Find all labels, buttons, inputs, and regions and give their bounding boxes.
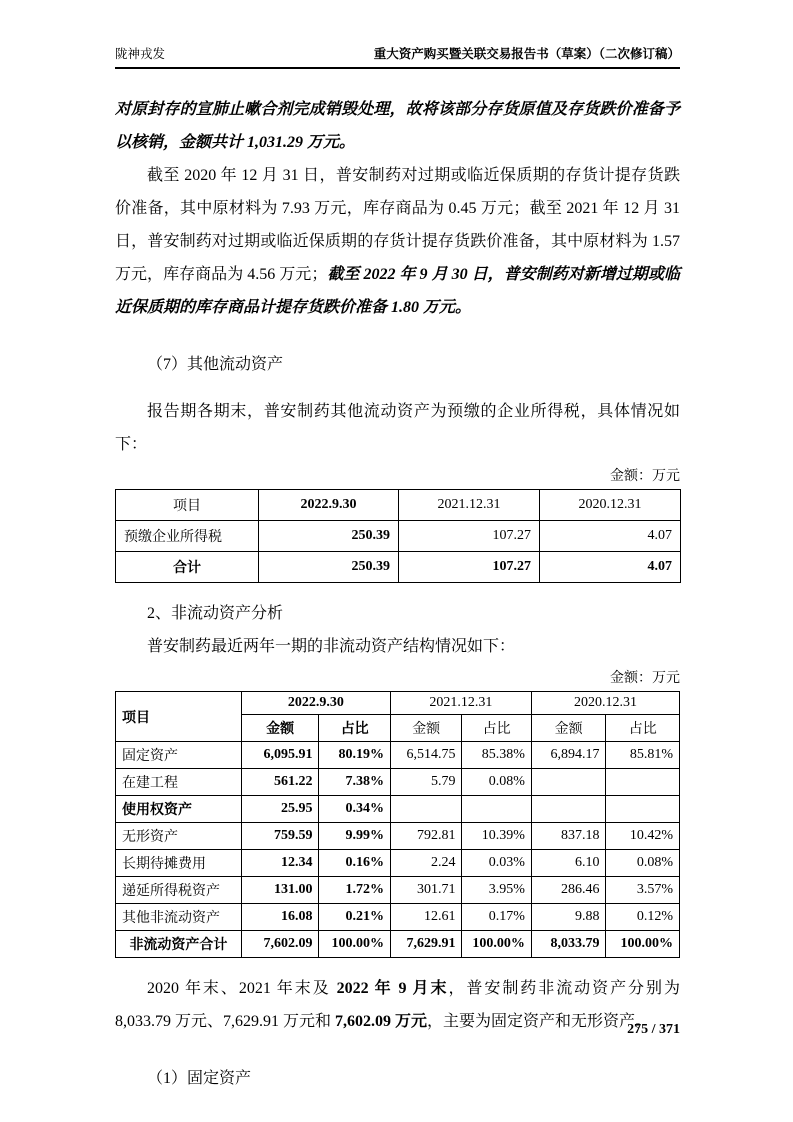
table2-row-label: 长期待摊费用 — [116, 850, 242, 877]
table2-subheader-amount: 金额 — [241, 715, 319, 742]
table1-header-2021: 2021.12.31 — [399, 490, 540, 521]
paragraph-writeoff: 对原封存的宣肺止嗽合剂完成销毁处理，故将该部分存货原值及存货跌价准备予以核销，金额共计 1,031.29 万元。 — [115, 101, 680, 151]
table2-header-item: 项目 — [116, 692, 242, 742]
table2-cell — [606, 796, 680, 823]
paragraph-non-current-intro: 普安制药最近两年一期的非流动资产结构情况如下： — [147, 638, 516, 655]
table2-cell: 6,894.17 — [531, 742, 606, 769]
table2-cell: 80.19% — [319, 742, 391, 769]
paragraph-inventory-normal: 截至 2020 年 12 月 31 日，普安制药对过期或临近保质期的存货计提存货跌价准备，其中原材料为 7.93 万元，库存商品为 0.45 万元；截至 2021 年 12 月 31 日，普安制药对过期或临近保质期的存货计提存货跌价准备，其中原材料为 1.57 万元，库存商品为 4.56 万元； — [115, 167, 680, 283]
table2-row-long-term-prepaid — [116, 850, 680, 877]
table2-subheader-ratio: 占比 — [319, 715, 391, 742]
table2-cell: 2.24 — [390, 850, 462, 877]
table2-cell: 85.81% — [606, 742, 680, 769]
page-header — [115, 44, 680, 69]
table2-cell: 9.99% — [319, 823, 391, 850]
table1-row-prepaid-tax — [116, 521, 681, 552]
table2-cell — [606, 769, 680, 796]
table2-cell: 100.00% — [606, 931, 680, 958]
table1-cell: 250.39 — [259, 521, 399, 552]
table2-cell: 0.16% — [319, 850, 391, 877]
table2-cell: 837.18 — [531, 823, 606, 850]
table2-row-label: 其他非流动资产 — [116, 904, 242, 931]
summary-text: ，主要为固定资产和无形资产。 — [427, 1013, 652, 1030]
table2-cell: 16.08 — [241, 904, 319, 931]
table2-row-label: 递延所得税资产 — [116, 877, 242, 904]
table1-header-row — [116, 490, 681, 521]
table1-total-label: 合计 — [116, 552, 259, 583]
summary-bold-amount: 7,602.09 万元 — [335, 1013, 428, 1030]
table2-row-label: 固定资产 — [116, 742, 242, 769]
table2-cell: 0.03% — [462, 850, 531, 877]
table1-cell: 4.07 — [540, 552, 681, 583]
table1-row-label: 预缴企业所得税 — [116, 521, 259, 552]
page-number: 275 / 371 — [627, 1022, 680, 1037]
table2-row-deferred-tax — [116, 877, 680, 904]
table2-cell: 0.34% — [319, 796, 391, 823]
heading-other-current-assets: （7）其他流动资产 — [147, 356, 284, 373]
table1-header-2022: 2022.9.30 — [259, 490, 399, 521]
table2-cell: 12.61 — [390, 904, 462, 931]
unit-label-2: 金额：万元 — [610, 671, 680, 686]
header-report-title: 重大资产购买暨关联交易报告书（草案）（二次修订稿） — [373, 47, 680, 61]
table2-row-construction — [116, 769, 680, 796]
table1-row-total — [116, 552, 681, 583]
non-current-assets-table — [115, 691, 680, 958]
table2-cell: 0.12% — [606, 904, 680, 931]
table2-row-other-non-current — [116, 904, 680, 931]
table1-cell: 107.27 — [399, 521, 540, 552]
table1-cell: 250.39 — [259, 552, 399, 583]
table2-header-row-1 — [116, 692, 680, 715]
table2-cell: 1.72% — [319, 877, 391, 904]
table2-cell: 25.95 — [241, 796, 319, 823]
table2-row-intangible — [116, 823, 680, 850]
paragraph-non-current-summary — [115, 972, 680, 1038]
table2-row-label: 使用权资产 — [116, 796, 242, 823]
table2-cell — [531, 769, 606, 796]
table2-cell: 0.21% — [319, 904, 391, 931]
table1-cell: 4.07 — [540, 521, 681, 552]
heading-non-current-assets: 2、非流动资产分析 — [147, 605, 284, 622]
table2-row-right-of-use — [116, 796, 680, 823]
summary-bold-date: 2022 年 9 月末 — [336, 980, 449, 997]
table2-subheader-amount: 金额 — [531, 715, 606, 742]
table1-header-2020: 2020.12.31 — [540, 490, 681, 521]
table2-cell: 7,602.09 — [241, 931, 319, 958]
table2-cell: 759.59 — [241, 823, 319, 850]
table2-cell: 10.39% — [462, 823, 531, 850]
table2-cell: 8,033.79 — [531, 931, 606, 958]
table2-cell — [390, 796, 462, 823]
table2-row-label: 无形资产 — [116, 823, 242, 850]
paragraph-inventory-bold: 截至 2022 年 9 月 30 日，普安制药对新增过期或临近保质期的库存商品计提存货跌价准备 1.80 万元。 — [115, 266, 680, 316]
table2-subheader-amount: 金额 — [390, 715, 462, 742]
table2-cell — [531, 796, 606, 823]
table2-cell: 131.00 — [241, 877, 319, 904]
table2-cell: 792.81 — [390, 823, 462, 850]
table2-cell: 100.00% — [462, 931, 531, 958]
table2-cell: 3.57% — [606, 877, 680, 904]
table2-cell: 12.34 — [241, 850, 319, 877]
table2-row-label: 在建工程 — [116, 769, 242, 796]
header-company-name: 陇神戎发 — [115, 47, 166, 61]
table1-header-item: 项目 — [116, 490, 259, 521]
table2-cell: 85.38% — [462, 742, 531, 769]
paragraph-other-current-assets-intro: 报告期各期末，普安制药其他流动资产为预缴的企业所得税，具体情况如下： — [115, 403, 680, 453]
table2-total-label: 非流动资产合计 — [116, 931, 242, 958]
table2-cell: 0.08% — [462, 769, 531, 796]
table2-cell: 10.42% — [606, 823, 680, 850]
table2-cell: 301.71 — [390, 877, 462, 904]
table2-row-fixed-assets — [116, 742, 680, 769]
table2-cell: 5.79 — [390, 769, 462, 796]
unit-label-1: 金额：万元 — [610, 469, 680, 484]
table2-subheader-ratio: 占比 — [462, 715, 531, 742]
table2-subheader-ratio: 占比 — [606, 715, 680, 742]
table2-header-2022: 2022.9.30 — [241, 692, 390, 715]
paragraph-inventory-provision — [115, 159, 680, 324]
table2-header-2020: 2020.12.31 — [531, 692, 679, 715]
table1-cell: 107.27 — [399, 552, 540, 583]
other-current-assets-table — [115, 489, 681, 583]
table2-cell: 7.38% — [319, 769, 391, 796]
table2-cell: 3.95% — [462, 877, 531, 904]
table2-cell: 0.08% — [606, 850, 680, 877]
heading-fixed-assets: （1）固定资产 — [147, 1070, 252, 1087]
table2-cell: 7,629.91 — [390, 931, 462, 958]
table2-cell: 6.10 — [531, 850, 606, 877]
table2-cell: 6,095.91 — [241, 742, 319, 769]
summary-text: ，普安制药非流动资产分别为 8,033.79 万元、7,629.91 万元和 — [115, 980, 680, 1030]
table2-cell: 561.22 — [241, 769, 319, 796]
table2-row-total — [116, 931, 680, 958]
table2-cell — [462, 796, 531, 823]
table2-cell: 286.46 — [531, 877, 606, 904]
table2-cell: 9.88 — [531, 904, 606, 931]
table2-cell: 0.17% — [462, 904, 531, 931]
table2-header-2021: 2021.12.31 — [390, 692, 531, 715]
table2-cell: 6,514.75 — [390, 742, 462, 769]
table2-cell: 100.00% — [319, 931, 391, 958]
summary-text: 2020 年末、2021 年末及 — [147, 980, 337, 997]
